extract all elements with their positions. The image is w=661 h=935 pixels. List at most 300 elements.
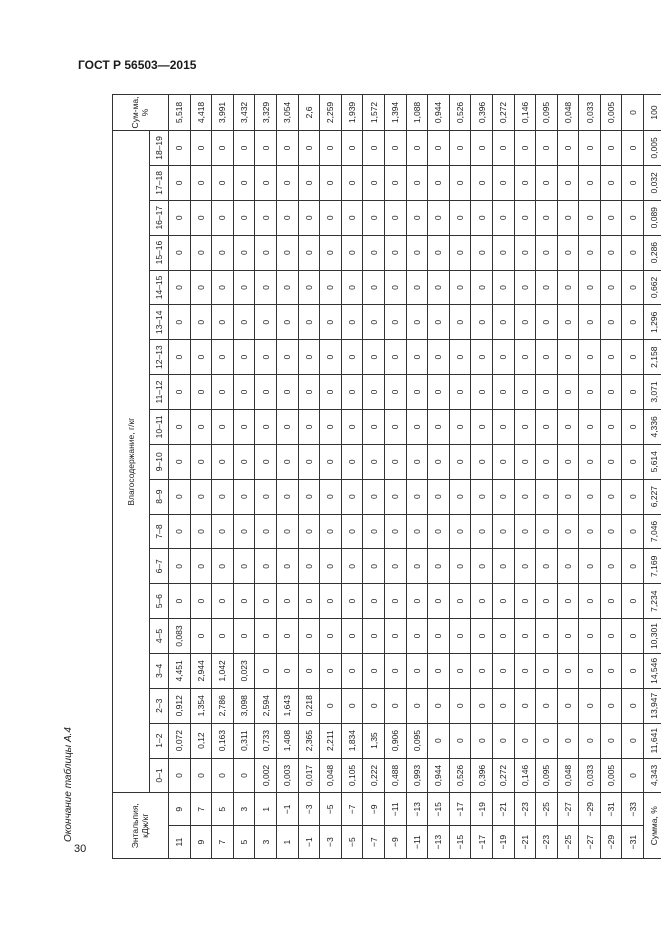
value-cell: 0	[320, 584, 342, 619]
value-cell: 0	[492, 270, 514, 305]
value-cell: 0	[449, 235, 471, 270]
row-sum-cell: 0,396	[471, 95, 493, 131]
value-cell: 0	[363, 514, 385, 549]
value-cell: 0,072	[169, 723, 191, 758]
value-cell: 0,944	[428, 758, 450, 793]
value-cell: 0	[190, 619, 212, 654]
value-cell: 0	[536, 165, 558, 200]
value-cell: 0	[169, 409, 191, 444]
enthalpy-from-cell: −21	[514, 826, 536, 859]
value-cell: 0	[600, 479, 622, 514]
value-cell: 0	[190, 549, 212, 584]
value-cell: 0	[492, 409, 514, 444]
value-cell: 2,365	[298, 723, 320, 758]
value-cell: 0	[255, 653, 277, 688]
value-cell: 0	[298, 549, 320, 584]
value-cell: 0,526	[449, 758, 471, 793]
value-cell: 0	[600, 584, 622, 619]
value-cell: 0	[600, 688, 622, 723]
table-row	[428, 95, 450, 859]
value-cell: 0	[212, 200, 234, 235]
value-cell: 0	[276, 653, 298, 688]
value-cell: 0	[212, 619, 234, 654]
moisture-bin-header: 17–18	[150, 165, 169, 200]
value-cell: 0	[622, 130, 644, 165]
value-cell: 0	[406, 375, 428, 410]
row-sum-cell: 0,272	[492, 95, 514, 131]
row-sum-cell: 1,088	[406, 95, 428, 131]
value-cell: 0	[169, 200, 191, 235]
total-value-cell: 0,662	[644, 270, 661, 305]
value-cell: 0,12	[190, 723, 212, 758]
value-cell: 0	[492, 305, 514, 340]
total-value-cell: 6,227	[644, 479, 661, 514]
value-cell: 0	[406, 688, 428, 723]
value-cell: 0	[514, 305, 536, 340]
value-cell: 0	[536, 235, 558, 270]
value-cell: 0	[449, 723, 471, 758]
value-cell: 0	[320, 235, 342, 270]
value-cell: 0	[384, 340, 406, 375]
value-cell: 0	[169, 270, 191, 305]
total-value-cell: 7,046	[644, 514, 661, 549]
enthalpy-to-cell: −17	[449, 793, 471, 826]
value-cell: 0	[514, 619, 536, 654]
value-cell: 0	[406, 619, 428, 654]
value-cell: 0	[320, 165, 342, 200]
value-cell: 0	[255, 340, 277, 375]
value-cell: 0	[384, 653, 406, 688]
enthalpy-from-cell: −13	[428, 826, 450, 859]
value-cell: 0	[471, 723, 493, 758]
value-cell: 0,146	[514, 758, 536, 793]
value-cell: 0	[449, 375, 471, 410]
row-sum-cell: 0,048	[557, 95, 579, 131]
value-cell: 2,594	[255, 688, 277, 723]
value-cell: 0	[622, 235, 644, 270]
value-cell: 0	[233, 514, 255, 549]
value-cell: 0	[557, 165, 579, 200]
value-cell: 0	[471, 165, 493, 200]
value-cell: 0	[622, 723, 644, 758]
value-cell: 0	[600, 444, 622, 479]
total-value-cell: 0,286	[644, 235, 661, 270]
value-cell: 0	[536, 619, 558, 654]
value-cell: 0	[233, 130, 255, 165]
page-number: 30	[74, 843, 87, 855]
value-cell: 0	[298, 165, 320, 200]
value-cell: 0,163	[212, 723, 234, 758]
value-cell: 0	[169, 549, 191, 584]
value-cell: 0	[212, 479, 234, 514]
value-cell: 0	[406, 235, 428, 270]
enthalpy-to-cell: −31	[600, 793, 622, 826]
value-cell: 0	[212, 340, 234, 375]
value-cell: 0	[514, 235, 536, 270]
value-cell: 0	[255, 619, 277, 654]
value-cell: 0	[190, 130, 212, 165]
value-cell: 0,488	[384, 758, 406, 793]
row-sum-cell: 3,054	[276, 95, 298, 131]
value-cell: 0	[600, 130, 622, 165]
enthalpy-from-cell: −17	[471, 826, 493, 859]
value-cell: 0	[190, 409, 212, 444]
value-cell: 0	[471, 619, 493, 654]
value-cell: 0	[514, 200, 536, 235]
value-cell: 0	[298, 514, 320, 549]
value-cell: 0	[276, 305, 298, 340]
value-cell: 0,733	[255, 723, 277, 758]
value-cell: 0	[492, 479, 514, 514]
value-cell: 0	[622, 584, 644, 619]
value-cell: 0	[514, 479, 536, 514]
value-cell: 0	[384, 305, 406, 340]
enthalpy-from-cell: 9	[190, 826, 212, 859]
value-cell: 0	[428, 340, 450, 375]
value-cell: 0	[471, 130, 493, 165]
enthalpy-to-cell: −7	[341, 793, 363, 826]
value-cell: 4,451	[169, 653, 191, 688]
value-cell: 0	[341, 270, 363, 305]
value-cell: 0	[169, 130, 191, 165]
value-cell: 0	[276, 340, 298, 375]
value-cell: 0	[514, 340, 536, 375]
value-cell: 0	[212, 584, 234, 619]
enthalpy-from-cell: 1	[276, 826, 298, 859]
value-cell: 0	[536, 340, 558, 375]
value-cell: 0	[622, 165, 644, 200]
value-cell: 0	[579, 235, 601, 270]
table-row	[298, 95, 320, 859]
value-cell: 0	[406, 584, 428, 619]
value-cell: 0	[341, 130, 363, 165]
total-value-cell: 4,343	[644, 758, 661, 793]
value-cell: 0	[536, 130, 558, 165]
enthalpy-to-cell: 1	[255, 793, 277, 826]
value-cell: 0	[298, 409, 320, 444]
value-cell: 0	[471, 549, 493, 584]
value-cell: 0	[536, 444, 558, 479]
value-cell: 0	[363, 200, 385, 235]
value-cell: 0	[320, 130, 342, 165]
value-cell: 0	[428, 130, 450, 165]
value-cell: 0	[363, 444, 385, 479]
value-cell: 0	[536, 688, 558, 723]
value-cell: 0	[255, 444, 277, 479]
value-cell: 0	[276, 619, 298, 654]
value-cell: 0	[169, 340, 191, 375]
enthalpy-from-cell: −7	[363, 826, 385, 859]
value-cell: 0	[579, 549, 601, 584]
value-cell: 0	[298, 444, 320, 479]
value-cell: 0	[190, 514, 212, 549]
enthalpy-from-cell: −19	[492, 826, 514, 859]
value-cell: 0	[406, 270, 428, 305]
value-cell: 0	[471, 444, 493, 479]
moisture-bin-header: 13–14	[150, 305, 169, 340]
enthalpy-to-cell: 5	[212, 793, 234, 826]
value-cell: 0	[557, 200, 579, 235]
value-cell: 1,042	[212, 653, 234, 688]
value-cell: 0	[320, 688, 342, 723]
value-cell: 0	[276, 514, 298, 549]
value-cell: 0	[579, 270, 601, 305]
enthalpy-from-cell: 3	[255, 826, 277, 859]
value-cell: 0	[428, 305, 450, 340]
value-cell: 0	[557, 514, 579, 549]
value-cell: 0	[233, 444, 255, 479]
value-cell: 0	[449, 444, 471, 479]
value-cell: 0	[579, 340, 601, 375]
value-cell: 0	[557, 688, 579, 723]
value-cell: 0	[298, 479, 320, 514]
row-sum-cell: 0,005	[600, 95, 622, 131]
value-cell: 0	[557, 305, 579, 340]
value-cell: 0	[557, 235, 579, 270]
value-cell: 0	[298, 584, 320, 619]
row-sum-cell: 4,418	[190, 95, 212, 131]
row-sum-cell: 0	[622, 95, 644, 131]
value-cell: 0	[212, 758, 234, 793]
value-cell: 0	[471, 270, 493, 305]
value-cell: 0	[492, 200, 514, 235]
row-sum-cell: 0,146	[514, 95, 536, 131]
value-cell: 0	[471, 653, 493, 688]
enthalpy-to-cell: 9	[169, 793, 191, 826]
value-cell: 0	[428, 270, 450, 305]
value-cell: 0	[320, 305, 342, 340]
value-cell: 0	[406, 165, 428, 200]
value-cell: 1,643	[276, 688, 298, 723]
table-row	[233, 95, 255, 859]
value-cell: 0	[579, 130, 601, 165]
value-cell: 0	[320, 653, 342, 688]
value-cell: 0,048	[320, 758, 342, 793]
moisture-bin-header: 14–15	[150, 270, 169, 305]
value-cell: 0	[471, 340, 493, 375]
value-cell: 0	[341, 653, 363, 688]
value-cell: 0	[622, 200, 644, 235]
table-row	[406, 95, 428, 859]
value-cell: 0	[276, 479, 298, 514]
value-cell: 0	[190, 340, 212, 375]
value-cell: 0	[622, 758, 644, 793]
value-cell: 1,354	[190, 688, 212, 723]
value-cell: 0	[492, 723, 514, 758]
value-cell: 0	[233, 200, 255, 235]
value-cell: 0	[276, 270, 298, 305]
value-cell: 0	[492, 130, 514, 165]
value-cell: 0	[341, 200, 363, 235]
value-cell: 0	[514, 375, 536, 410]
enthalpy-from-cell: −29	[600, 826, 622, 859]
value-cell: 0	[276, 409, 298, 444]
value-cell: 0	[233, 375, 255, 410]
value-cell: 0	[579, 444, 601, 479]
value-cell: 0	[255, 305, 277, 340]
value-cell: 0	[579, 409, 601, 444]
table-row	[492, 95, 514, 859]
value-cell: 0	[341, 688, 363, 723]
value-cell: 0	[169, 165, 191, 200]
value-cell: 0	[449, 270, 471, 305]
value-cell: 0	[514, 165, 536, 200]
value-cell: 0	[600, 619, 622, 654]
moisture-bin-header: 11–12	[150, 375, 169, 410]
value-cell: 0	[406, 653, 428, 688]
table-row	[169, 95, 191, 859]
value-cell: 0	[363, 305, 385, 340]
total-row	[644, 95, 661, 859]
value-cell: 0	[557, 653, 579, 688]
value-cell: 0	[255, 514, 277, 549]
value-cell: 0	[471, 200, 493, 235]
value-cell: 0	[190, 584, 212, 619]
value-cell: 0	[406, 130, 428, 165]
enthalpy-to-cell: −15	[428, 793, 450, 826]
value-cell: 0	[406, 340, 428, 375]
enthalpy-from-cell: −11	[406, 826, 428, 859]
value-cell: 0	[622, 444, 644, 479]
value-cell: 0	[557, 584, 579, 619]
value-cell: 0	[471, 688, 493, 723]
document-header: ГОСТ Р 56503—2015	[78, 58, 197, 72]
value-cell: 0	[449, 549, 471, 584]
value-cell: 0	[406, 444, 428, 479]
table-row	[384, 95, 406, 859]
value-cell: 0	[492, 444, 514, 479]
value-cell: 0	[600, 723, 622, 758]
value-cell: 0	[579, 619, 601, 654]
value-cell: 0	[212, 270, 234, 305]
value-cell: 0	[233, 479, 255, 514]
value-cell: 0	[341, 514, 363, 549]
value-cell: 1,834	[341, 723, 363, 758]
enthalpy-from-cell: 7	[212, 826, 234, 859]
value-cell: 0	[557, 340, 579, 375]
total-value-cell: 7,169	[644, 549, 661, 584]
enthalpy-to-cell: −19	[471, 793, 493, 826]
value-cell: 0	[276, 130, 298, 165]
moisture-bin-header: 6–7	[150, 549, 169, 584]
value-cell: 0	[212, 130, 234, 165]
value-cell: 0	[363, 584, 385, 619]
value-cell: 0	[514, 270, 536, 305]
value-cell: 0	[190, 305, 212, 340]
value-cell: 0	[557, 444, 579, 479]
value-cell: 0	[428, 688, 450, 723]
value-cell: 0	[449, 584, 471, 619]
value-cell: 0	[212, 409, 234, 444]
value-cell: 0	[557, 723, 579, 758]
total-value-cell: 14,546	[644, 653, 661, 688]
row-sum-cell: 5,518	[169, 95, 191, 131]
value-cell: 0	[579, 514, 601, 549]
total-value-cell: 0,032	[644, 165, 661, 200]
value-cell: 0	[579, 723, 601, 758]
value-cell: 0	[622, 270, 644, 305]
value-cell: 0	[471, 584, 493, 619]
table-row	[557, 95, 579, 859]
enthalpy-from-cell: −31	[622, 826, 644, 859]
value-cell: 0	[190, 165, 212, 200]
value-cell: 0	[622, 688, 644, 723]
value-cell: 0	[406, 409, 428, 444]
moisture-bin-header: 18–19	[150, 130, 169, 165]
enthalpy-from-cell: −3	[320, 826, 342, 859]
value-cell: 0	[341, 619, 363, 654]
value-cell: 0	[255, 165, 277, 200]
value-cell: 0	[341, 375, 363, 410]
value-cell: 0	[190, 758, 212, 793]
value-cell: 0	[190, 270, 212, 305]
value-cell: 0	[428, 235, 450, 270]
value-cell: 0	[320, 375, 342, 410]
value-cell: 0	[557, 130, 579, 165]
value-cell: 0,083	[169, 619, 191, 654]
enthalpy-from-cell: −1	[298, 826, 320, 859]
value-cell: 0	[600, 514, 622, 549]
value-cell: 0	[363, 165, 385, 200]
value-cell: 0	[471, 235, 493, 270]
value-cell: 0	[255, 375, 277, 410]
value-cell: 0	[449, 130, 471, 165]
value-cell: 0	[320, 479, 342, 514]
value-cell: 0	[622, 375, 644, 410]
enthalpy-to-cell: −25	[536, 793, 558, 826]
value-cell: 0	[536, 549, 558, 584]
value-cell: 0	[363, 409, 385, 444]
value-cell: 0	[579, 375, 601, 410]
value-cell: 0	[449, 305, 471, 340]
value-cell: 0	[341, 235, 363, 270]
value-cell: 0,095	[536, 758, 558, 793]
enthalpy-to-cell: 3	[233, 793, 255, 826]
value-cell: 0	[212, 305, 234, 340]
value-cell: 0	[536, 305, 558, 340]
enthalpy-from-cell: 11	[169, 826, 191, 859]
value-cell: 0	[428, 409, 450, 444]
value-cell: 0	[190, 444, 212, 479]
row-sum-cell: 0,033	[579, 95, 601, 131]
value-cell: 0	[341, 584, 363, 619]
value-cell: 0	[384, 619, 406, 654]
value-cell: 0	[233, 270, 255, 305]
value-cell: 0	[384, 409, 406, 444]
value-cell: 0	[233, 165, 255, 200]
value-cell: 0	[514, 444, 536, 479]
row-sum-cell: 2,259	[320, 95, 342, 131]
table-row	[276, 95, 298, 859]
row-sum-cell: 3,329	[255, 95, 277, 131]
total-value-cell: 2,158	[644, 340, 661, 375]
value-cell: 0	[492, 340, 514, 375]
value-cell: 0	[384, 130, 406, 165]
value-cell: 0	[600, 165, 622, 200]
value-cell: 0	[363, 688, 385, 723]
value-cell: 0	[492, 584, 514, 619]
table-row	[514, 95, 536, 859]
value-cell: 0	[384, 200, 406, 235]
value-cell: 0,017	[298, 758, 320, 793]
value-cell: 1,408	[276, 723, 298, 758]
value-cell: 0	[341, 549, 363, 584]
value-cell: 0	[384, 165, 406, 200]
value-cell: 0	[363, 479, 385, 514]
value-cell: 0	[341, 340, 363, 375]
total-value-cell: 11,641	[644, 723, 661, 758]
value-cell: 0	[449, 200, 471, 235]
